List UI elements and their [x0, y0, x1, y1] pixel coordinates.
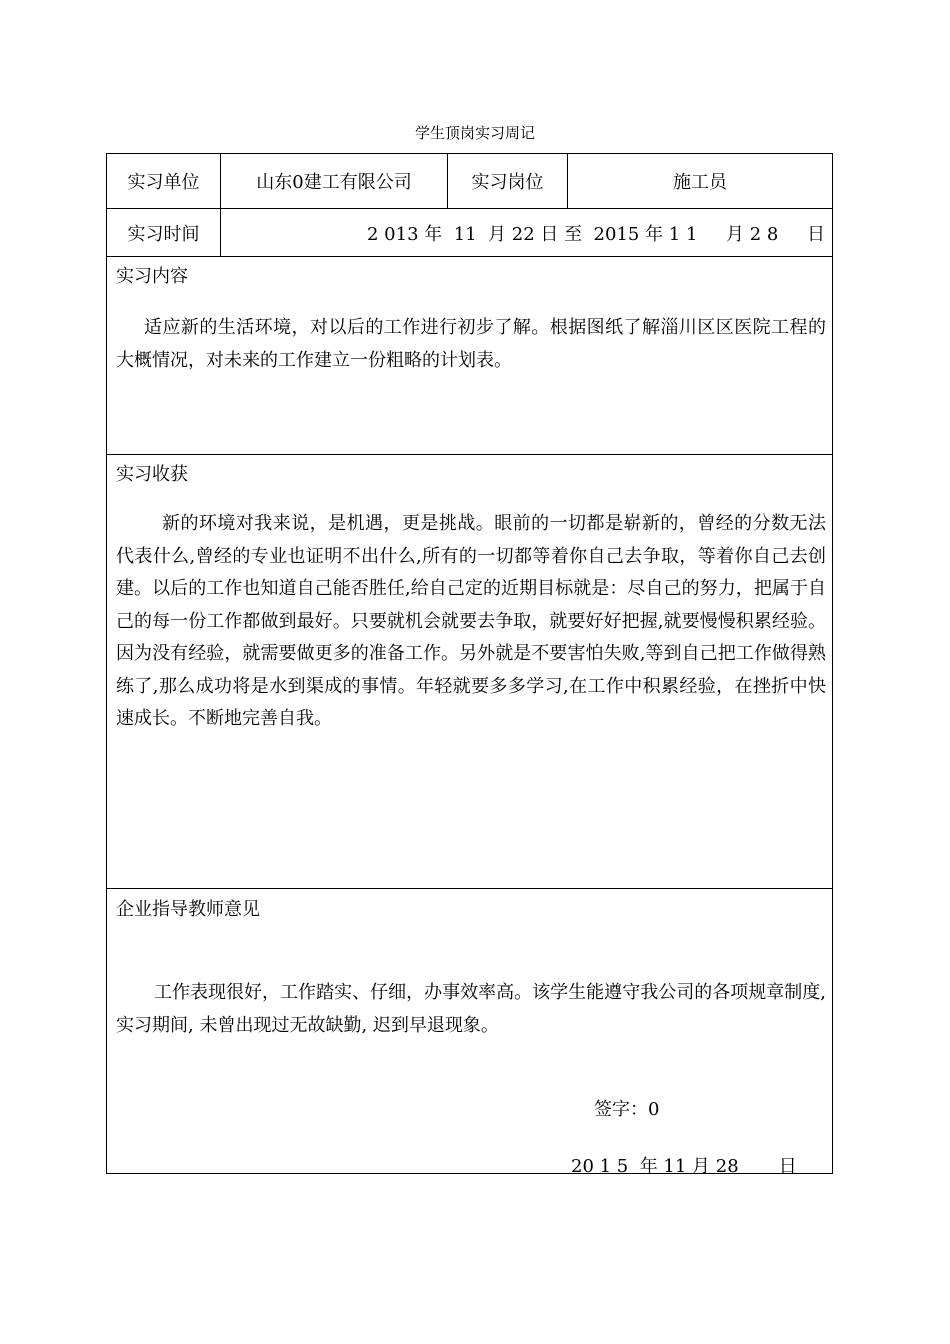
internship-time-label: 实习时间 [127, 223, 200, 245]
row-divider [107, 454, 832, 455]
mentor-opinion-label: 企业指导教师意见 [116, 899, 260, 920]
signature-date: 20 1 5 年 11 月 28 日 [571, 1156, 797, 1177]
weekly-report-table [106, 153, 833, 1177]
page-title: 学生顶岗实习周记 [414, 124, 535, 142]
internship-post-label: 实习岗位 [471, 172, 544, 193]
internship-time-value: 2 013 年 11 月 22 日 至 2015 年 1 1 月 2 8 日 [367, 223, 825, 245]
internship-unit-label: 实习单位 [127, 172, 200, 193]
signature: 签字：0 [594, 1099, 660, 1120]
content-text: 适应新的生活环境，对以后的工作进行初步了解。根据图纸了解淄川区区医院工程的大概情况，对未来的工作建立一份粗略的计划表。 [116, 317, 826, 371]
internship-unit-value: 山东0建工有限公司 [256, 172, 412, 193]
mentor-opinion-text: 工作表现很好，工作踏实、仔细，办事效率高。该学生能遵守我公司的各项规章制度, 实习期间, 未曾出现过无故缺勤, 迟到早退现象。 [116, 982, 826, 1036]
row-divider [107, 256, 832, 257]
internship-post-value: 施工员 [673, 172, 727, 193]
gains-text: 新的环境对我来说，是机遇，更是挑战。眼前的一切都是崭新的，曾经的分数无法代表什么,曾经的专业也证明不出什么,所有的一切都等着你自己去争取，等着你自己去创建。以后的工作也知道自己能否胜任,给自己定的近期目标就是：尽自己的努力，把属于自己的每一份工作都做到最好。只要就机会就要去争取，就要好好把握,就要慢慢积累经验。因为没有经验，就需要做更多的准备工作。另外就是不要害怕失败,等到自己把工作做得熟练了,那么成功将是水到渠成的事情。年轻就要多多学习,在工作中积累经验，在挫折中快速成长。不断地完善自我。 [116, 513, 826, 729]
row-divider [107, 888, 832, 889]
gains-section-label: 实习收获 [116, 464, 188, 485]
content-section-label: 实习内容 [116, 266, 188, 287]
column-divider [220, 208, 221, 256]
